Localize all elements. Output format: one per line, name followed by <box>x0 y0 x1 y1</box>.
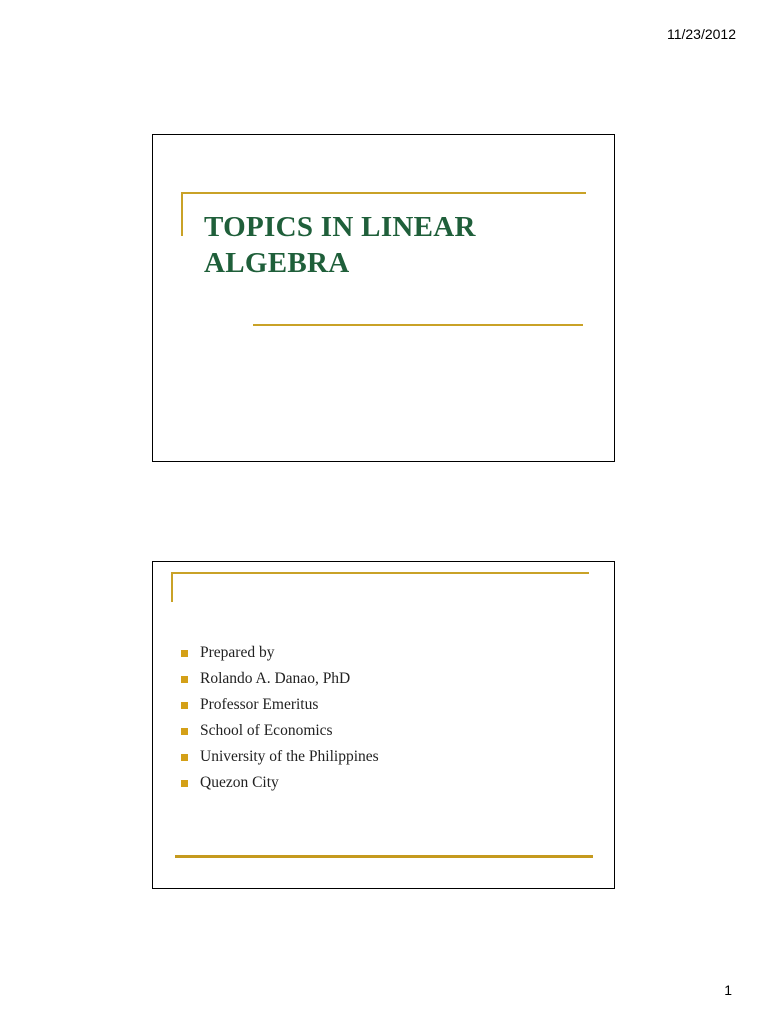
square-bullet-icon <box>181 650 188 657</box>
print-date: 11/23/2012 <box>666 26 736 42</box>
list-item-text: University of the Philippines <box>200 748 379 765</box>
author-info-list <box>181 640 379 796</box>
left-accent-bar <box>171 572 173 602</box>
square-bullet-icon <box>181 702 188 709</box>
bottom-accent-line <box>175 855 593 858</box>
square-bullet-icon <box>181 780 188 787</box>
bottom-accent-line <box>253 324 583 326</box>
list-item-text: Rolando A. Danao, PhD <box>200 670 351 687</box>
left-accent-bar <box>181 192 183 236</box>
list-item-text: Prepared by <box>200 644 275 661</box>
slide-title: TOPICS IN LINEAR ALGEBRA <box>204 211 476 279</box>
top-accent-line <box>171 572 589 574</box>
square-bullet-icon <box>181 676 188 683</box>
page-number: 1 <box>724 982 732 998</box>
square-bullet-icon <box>181 728 188 735</box>
list-item <box>181 718 379 744</box>
list-item <box>181 692 379 718</box>
slide-author-card <box>152 561 615 889</box>
list-item-text: Professor Emeritus <box>200 696 319 713</box>
list-item <box>181 640 379 666</box>
list-item <box>181 744 379 770</box>
list-item <box>181 666 379 692</box>
square-bullet-icon <box>181 754 188 761</box>
list-item-text: Quezon City <box>200 774 279 791</box>
top-accent-line <box>181 192 586 194</box>
slide-title-card <box>152 134 615 462</box>
list-item <box>181 770 379 796</box>
list-item-text: School of Economics <box>200 722 333 739</box>
